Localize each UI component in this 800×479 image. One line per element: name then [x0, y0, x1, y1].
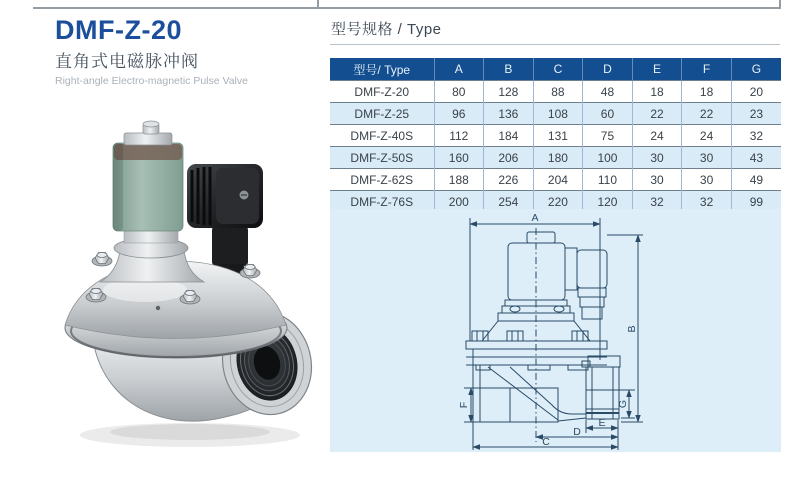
- table-cell: 131: [533, 125, 583, 147]
- title-block: [55, 16, 248, 87]
- table-cell: 108: [533, 103, 583, 125]
- table-cell: 30: [632, 147, 682, 169]
- dim-label-f: F: [458, 401, 470, 409]
- dimension-diagram: [330, 209, 781, 452]
- table-cell: 24: [682, 125, 732, 147]
- table-row: [330, 103, 781, 125]
- table-cell: 30: [682, 147, 732, 169]
- table-cell: DMF-Z-76S: [330, 191, 434, 213]
- column-header: B: [484, 58, 534, 81]
- column-header: A: [434, 58, 484, 81]
- column-header: C: [533, 58, 583, 81]
- table-row: [330, 81, 781, 103]
- section-heading: 型号规格 / Type: [331, 21, 442, 38]
- table-cell: 120: [583, 191, 633, 213]
- table-cell: 180: [533, 147, 583, 169]
- table-cell: 20: [731, 81, 781, 103]
- top-rule: [33, 7, 781, 9]
- column-header: D: [583, 58, 633, 81]
- product-photo: [40, 118, 325, 448]
- table-cell: 110: [583, 169, 633, 191]
- dim-label-c: C: [542, 436, 550, 448]
- table-cell: DMF-Z-62S: [330, 169, 434, 191]
- table-cell: 136: [484, 103, 534, 125]
- table-cell: 18: [632, 81, 682, 103]
- table-row: [330, 147, 781, 169]
- table-cell: 206: [484, 147, 534, 169]
- diagram-panel: [330, 209, 781, 452]
- table-cell: DMF-Z-50S: [330, 147, 434, 169]
- table-cell: 204: [533, 169, 583, 191]
- table-cell: 200: [434, 191, 484, 213]
- table-cell: 96: [434, 103, 484, 125]
- top-divider-stub-right: [779, 0, 781, 7]
- table-cell: 160: [434, 147, 484, 169]
- table-cell: 112: [434, 125, 484, 147]
- table-cell: 60: [583, 103, 633, 125]
- table-cell: 88: [533, 81, 583, 103]
- table-cell: 32: [682, 191, 732, 213]
- dim-label-b: B: [626, 325, 638, 333]
- table-row: [330, 125, 781, 147]
- heading-rule: [330, 44, 780, 45]
- dim-label-a: A: [531, 212, 539, 224]
- table-cell: DMF-Z-25: [330, 103, 434, 125]
- table-cell: 80: [434, 81, 484, 103]
- table-cell: 254: [484, 191, 534, 213]
- dim-label-d: D: [573, 426, 581, 438]
- table-cell: 22: [632, 103, 682, 125]
- table-cell: 188: [434, 169, 484, 191]
- table-cell: 48: [583, 81, 633, 103]
- top-divider-stub: [317, 0, 319, 7]
- column-header: G: [731, 58, 781, 81]
- table-cell: 18: [682, 81, 732, 103]
- table-cell: 32: [632, 191, 682, 213]
- table-cell: DMF-Z-20: [330, 81, 434, 103]
- dim-label-g: G: [617, 399, 629, 409]
- column-header: 型号/ Type: [330, 58, 434, 81]
- page-title: DMF-Z-20: [55, 15, 182, 45]
- table-cell: 75: [583, 125, 633, 147]
- table-cell: 43: [731, 147, 781, 169]
- table-cell: DMF-Z-40S: [330, 125, 434, 147]
- spec-table: [330, 58, 781, 213]
- table-cell: 30: [632, 169, 682, 191]
- table-cell: 23: [731, 103, 781, 125]
- table-cell: 22: [682, 103, 732, 125]
- table-cell: 49: [731, 169, 781, 191]
- dim-label-e: E: [598, 417, 606, 429]
- column-header: E: [632, 58, 682, 81]
- table-row: [330, 169, 781, 191]
- table-cell: 32: [731, 125, 781, 147]
- table-cell: 24: [632, 125, 682, 147]
- product-name-en: Right-angle Electro-magnetic Pulse Valve: [55, 75, 248, 88]
- table-cell: 226: [484, 169, 534, 191]
- table-header-row: [330, 58, 781, 81]
- product-name-cn: 直角式电磁脉冲阀: [55, 52, 199, 72]
- spec-table-head: [330, 58, 781, 81]
- table-cell: 99: [731, 191, 781, 213]
- spec-table-body: [330, 81, 781, 213]
- table-cell: 100: [583, 147, 633, 169]
- table-cell: 184: [484, 125, 534, 147]
- table-cell: 30: [682, 169, 732, 191]
- table-cell: 220: [533, 191, 583, 213]
- column-header: F: [682, 58, 732, 81]
- table-cell: 128: [484, 81, 534, 103]
